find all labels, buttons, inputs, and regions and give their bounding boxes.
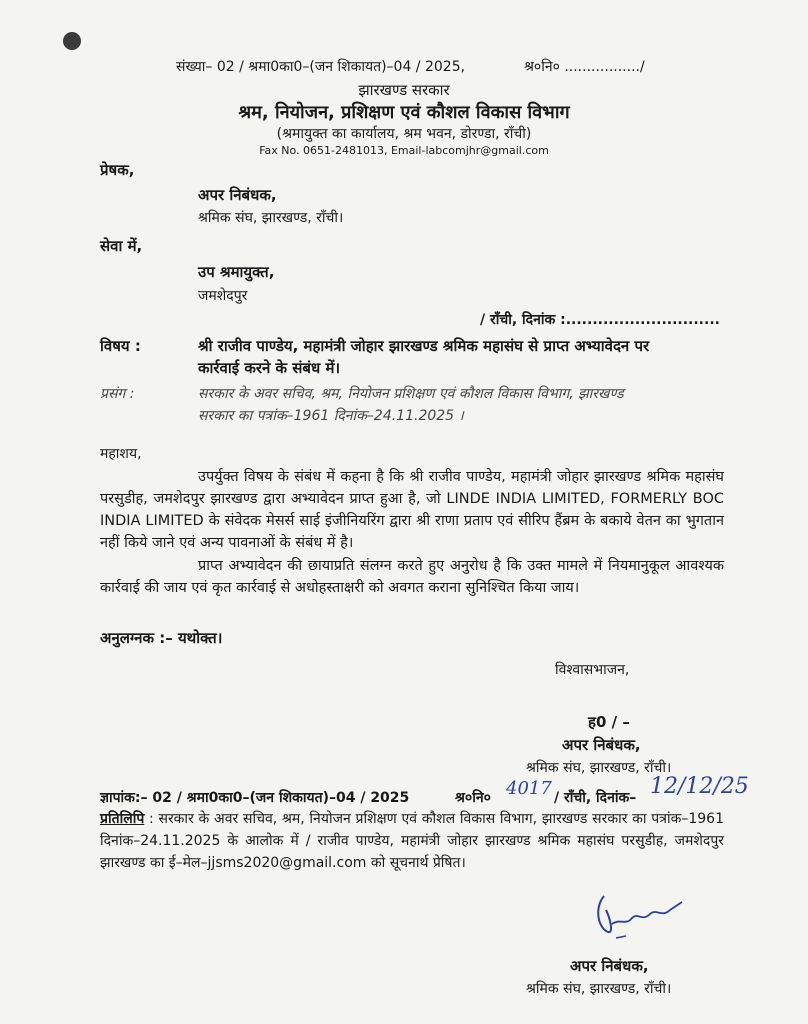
shram-nirdesh-number: श्र०नि० ................./ bbox=[524, 59, 645, 75]
contact-details: Fax No. 0651-2481013, Email-labcomjhr@gmail.com bbox=[259, 144, 549, 157]
handwritten-signature bbox=[592, 888, 692, 948]
closing-designation: अपर निबंधक, bbox=[562, 736, 641, 754]
salutation: महाशय, bbox=[100, 446, 142, 462]
reference-label: प्रसंग : bbox=[100, 386, 135, 402]
reference-line-2: सरकार का पत्रांक–1961 दिनांक–24.11.2025 । bbox=[198, 408, 464, 424]
signed-mark: ह0 / – bbox=[588, 713, 630, 731]
enclosure-line: अनुलग्नक :– यथोक्त। bbox=[100, 629, 223, 647]
punch-hole bbox=[63, 32, 81, 50]
body-paragraph-1: उपर्युक्त विषय के संबंध में कहना है कि श्री राजीव पाण्डेय, महामंत्री जोहार झारखण्ड श्रमिक महासंघ परसुडीह, जमशेदपुर झारखण्ड द्वारा अभ्यावेदन प्राप्त हुआ है, जो LINDE INDIA LIMITED, FORMERLY BOC INDIA LIMITED के संवेदक मेसर्स साई इंजीनियरिंग द्वारा श्री राणा प्रताप एवं सीरिप हैंब्रम के बकाये वेतन का भुगतान नहीं किये जाने एवं अन्य पावनाओं के संबंध में है। bbox=[100, 469, 724, 551]
memo-designation: अपर निबंधक, bbox=[570, 957, 649, 975]
copy-paragraph bbox=[100, 808, 724, 874]
place-date-line: / राँची, दिनांक :............................. bbox=[480, 312, 720, 328]
copy-text: : सरकार के अवर सचिव, श्रम, नियोजन प्रशिक्षण एवं कौशल विकास विभाग, झारखण्ड सरकार का पत्रांक–1961 दिनांक–24.11.2025 के आलोक में / राजीव पाण्डेय, महामंत्री जोहार झारखण्ड श्रमिक महासंघ परसुडीह, जमशेदपुर झारखण्ड का ई–मेल–jjsms2020@gmail.com को सूचनार्थ प्रेषित। bbox=[100, 811, 724, 871]
sender-label: प्रेषक, bbox=[100, 161, 135, 179]
subject-label: विषय : bbox=[100, 337, 141, 355]
sender-designation: अपर निबंधक, bbox=[198, 186, 277, 204]
memo-shram-ni-label: श्र०नि० bbox=[455, 790, 491, 806]
subject-line-2: कार्रवाई करने के संबंध में। bbox=[198, 359, 341, 377]
recipient-designation: उप श्रमायुक्त, bbox=[198, 263, 275, 281]
body-paragraph-2: प्राप्त अभ्यावेदन की छायाप्रति संलग्न करते हुए अनुरोध है कि उक्त मामले में नियमानुकूल आवश्यक कार्रवाई की जाय एवं कृत कार्रवाई से अधोहस्ताक्षरी को अवगत कराना सुनिश्चित किया जाय। bbox=[100, 558, 724, 596]
reference-number: संख्या– 02 / श्रमा0का0–(जन शिकायत)–04 / 2025, bbox=[176, 59, 466, 75]
sender-address: श्रमिक संघ, झारखण्ड, राँची। bbox=[198, 210, 344, 226]
memo-reference: ज्ञापांक:– 02 / श्रमा0का0–(जन शिकायत)–04 / 2025 bbox=[100, 790, 410, 806]
state-name: झारखण्ड सरकार bbox=[358, 81, 450, 99]
valediction: विश्वासभाजन, bbox=[555, 662, 630, 678]
memo-dispatch-number: 4017 bbox=[506, 778, 552, 799]
memo-address: श्रमिक संघ, झारखण्ड, राँची। bbox=[526, 981, 672, 997]
reference-line-1: सरकार के अवर सचिव, श्रम, नियोजन प्रशिक्षण एवं कौशल विकास विभाग, झारखण्ड bbox=[198, 386, 624, 402]
copy-label: प्रतिलिपि bbox=[100, 811, 145, 827]
department-name: श्रम, नियोजन, प्रशिक्षण एवं कौशल विकास विभाग bbox=[238, 102, 570, 123]
memo-date-label: / राँची, दिनांक– bbox=[554, 790, 637, 806]
office-address: (श्रमायुक्त का कार्यालय, श्रम भवन, डोरण्डा, राँची) bbox=[276, 126, 532, 142]
subject-line-1: श्री राजीव पाण्डेय, महामंत्री जोहार झारखण्ड श्रमिक महासंघ से प्राप्त अभ्यावेदन पर bbox=[198, 337, 650, 355]
closing-address: श्रमिक संघ, झारखण्ड, राँची। bbox=[526, 760, 672, 776]
memo-handwritten-date: 12/12/25 bbox=[650, 774, 749, 799]
recipient-address: जमशेदपुर bbox=[198, 288, 248, 304]
recipient-label: सेवा में, bbox=[100, 237, 143, 255]
